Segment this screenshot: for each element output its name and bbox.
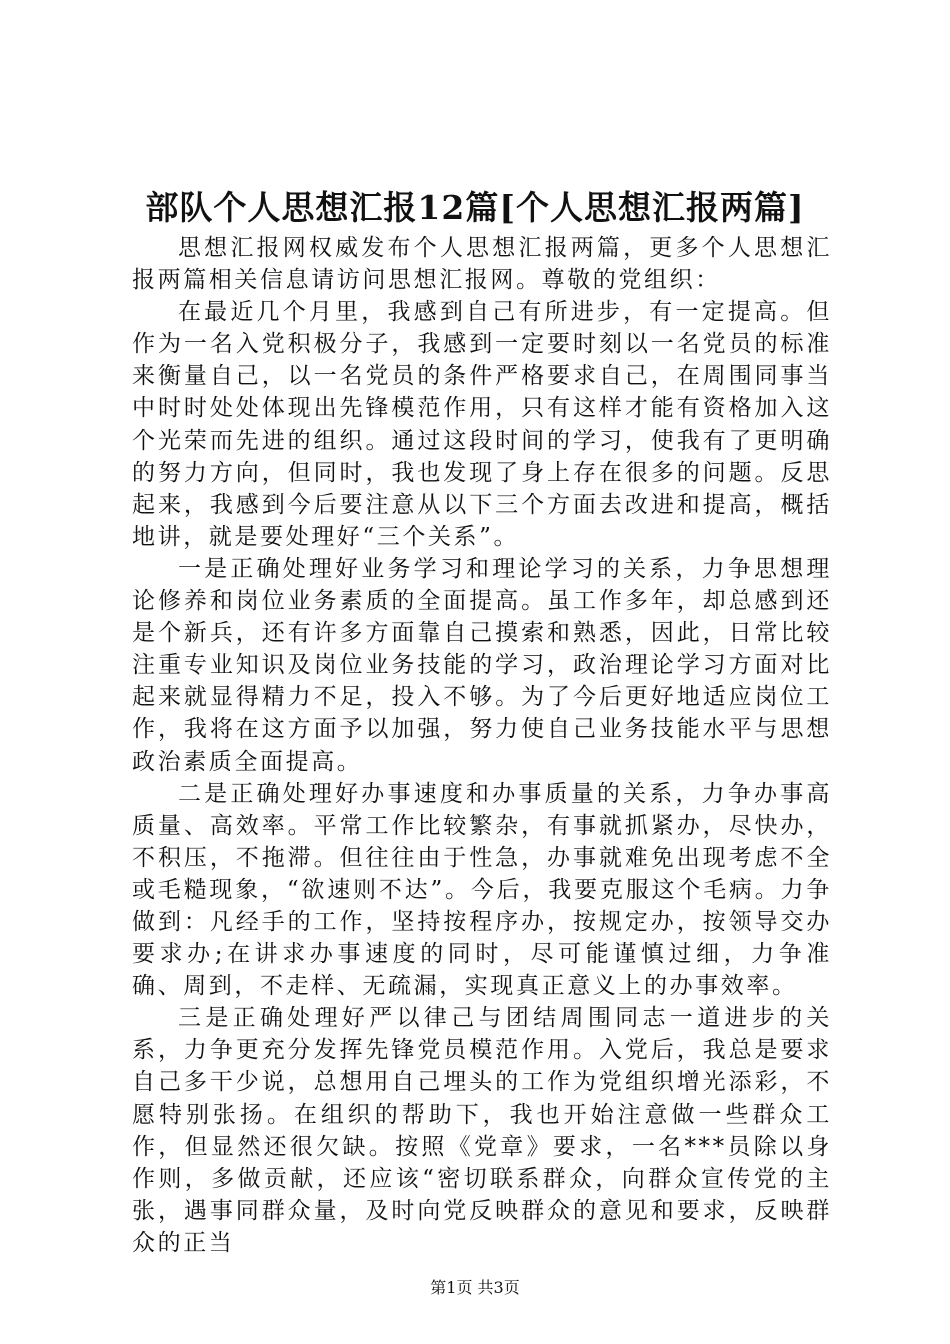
- paragraph-intro: 思想汇报网权威发布个人思想汇报两篇，更多个人思想汇报两篇相关信息请访问思想汇报网。尊敬的党组织：: [132, 235, 832, 294]
- paragraph-point-one: 一是正确处理好业务学习和理论学习的关系，力争思想理论修养和岗位业务素质的全面提高。虽工作多年，却总感到还是个新兵，还有许多方面靠自己摸索和熟悉，因此，日常比较注重专业知识及岗位业务技能的学习，政治理论学习方面对比起来就显得精力不足，投入不够。为了今后更好地适应岗位工作，我将在这方面予以加强，努力使自己业务技能水平与思想政治素质全面提高。: [132, 555, 832, 775]
- paragraph-point-two: 二是正确处理好办事速度和办事质量的关系，力争办事高质量、高效率。平常工作比较繁杂，有事就抓紧办，尽快办，不积压，不拖滞。但往往由于性急，办事就难免出现考虑不全或毛糙现象，“欲速则不达”。今后，我要克服这个毛病。力争做到：凡经手的工作，坚持按程序办，按规定办，按领导交办要求办;在讲求办事速度的同时，尽可能谨慎过细，力争准确、周到，不走样、无疏漏，实现真正意义上的办事效率。: [132, 780, 832, 1000]
- document-body: [132, 232, 832, 1259]
- page-number-footer: 第1页 共3页: [430, 1278, 520, 1297]
- paragraph-reflection: 在最近几个月里，我感到自己有所进步，有一定提高。但作为一名入党积极分子，我感到一定要时刻以一名党员的标准来衡量自己，以一名党员的条件严格要求自己，在周围同事当中时时处处体现出先锋模范作用，只有这样才能有资格加入这个光荣而先进的组织。通过这段时间的学习，使我有了更明确的努力方向，但同时，我也发现了身上存在很多的问题。反思起来，我感到今后要注意从以下三个方面去改进和提高，概括地讲，就是要处理好“三个关系”。: [132, 299, 832, 550]
- document-title: 部队个人思想汇报12篇[个人思想汇报两篇]: [145, 188, 805, 227]
- paragraph-point-three: 三是正确处理好严以律己与团结周围同志一道进步的关系，力争更充分发挥先锋党员模范作用。入党后，我总是要求自己多干少说，总想用自己埋头的工作为党组织增光添彩，不愿特别张扬。在组织的帮助下，我也开始注意做一些群众工作，但显然还很欠缺。按照《党章》要求，一名***员除以身作则，多做贡献，还应该“密切联系群众，向群众宣传党的主张，遇事同群众量，及时向党反映群众的意见和要求，反映群众的正当: [132, 1005, 832, 1256]
